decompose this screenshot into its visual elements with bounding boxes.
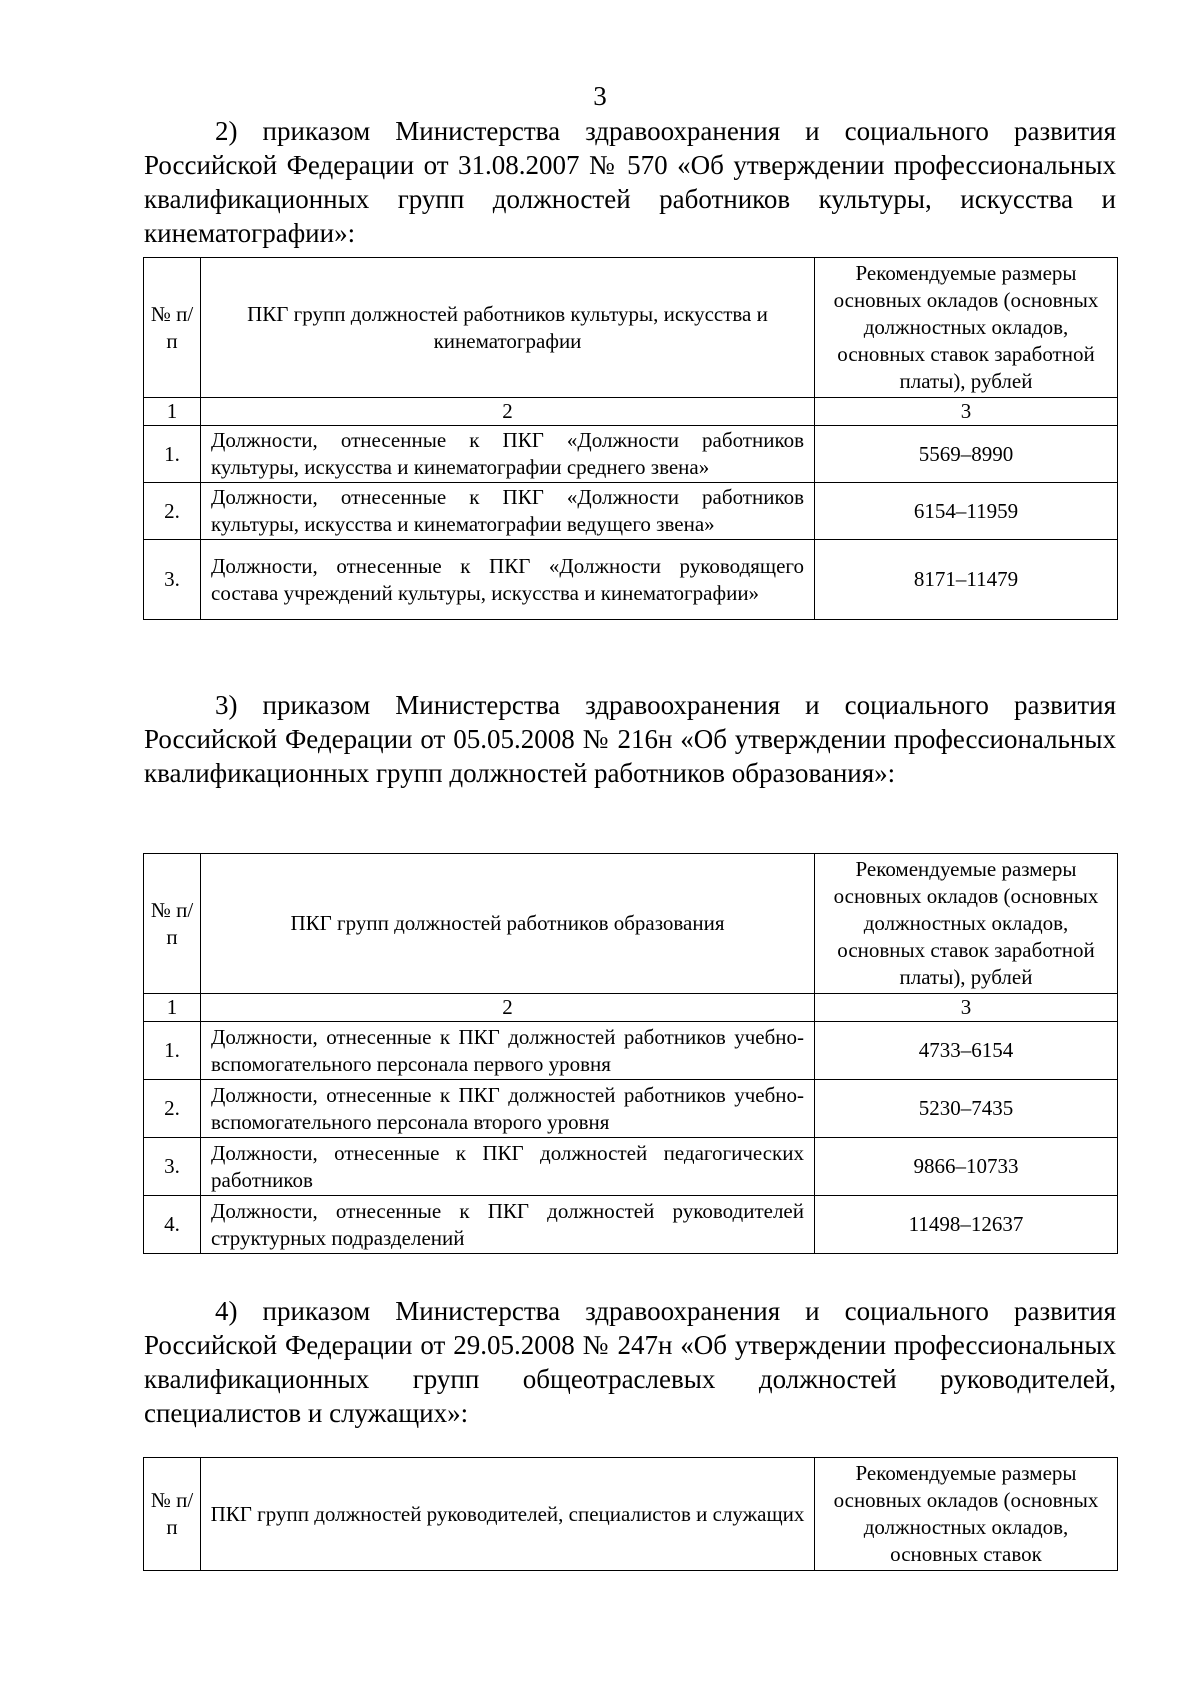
table-row	[144, 1080, 1118, 1138]
row-description: Должности, отнесенные к ПКГ должностей работников учебно-вспомогательного персонала первого уровня	[201, 1022, 815, 1080]
row-salary: 5569–8990	[815, 426, 1118, 483]
table-culture-salaries	[143, 257, 1118, 620]
row-salary: 8171–11479	[815, 540, 1118, 620]
table-index-row	[144, 994, 1118, 1022]
table-row	[144, 426, 1118, 483]
row-number: 1.	[144, 426, 201, 483]
index-cell: 1	[144, 398, 201, 426]
header-salary: Рекомендуемые размеры основных окладов (основных должностных окладов, основных ставок заработной платы), рублей	[815, 854, 1118, 994]
table-general-salaries	[143, 1457, 1118, 1571]
index-cell: 3	[815, 994, 1118, 1022]
table-row	[144, 1022, 1118, 1080]
table-row	[144, 540, 1118, 620]
row-number: 4.	[144, 1196, 201, 1254]
row-number: 2.	[144, 1080, 201, 1138]
row-number: 1.	[144, 1022, 201, 1080]
table-row	[144, 1196, 1118, 1254]
row-number: 3.	[144, 1138, 201, 1196]
header-salary: Рекомендуемые размеры основных окладов (основных должностных окладов, основных ставок	[815, 1458, 1118, 1571]
row-salary: 9866–10733	[815, 1138, 1118, 1196]
table-index-row	[144, 398, 1118, 426]
table-header-row	[144, 258, 1118, 398]
header-number: № п/п	[144, 258, 201, 398]
row-description: Должности, отнесенные к ПКГ «Должности работников культуры, искусства и кинематографии среднего звена»	[201, 426, 815, 483]
row-description: Должности, отнесенные к ПКГ должностей педагогических работников	[201, 1138, 815, 1196]
section-3-intro: 3) приказом Министерства здравоохранения и социального развития Российской Федерации от 05.05.2008 № 216н «Об утверждении профессиональных квалификационных групп должностей работников образования»:	[144, 690, 1116, 788]
row-description: Должности, отнесенные к ПКГ должностей работников учебно-вспомогательного персонала второго уровня	[201, 1080, 815, 1138]
header-group: ПКГ групп должностей работников культуры, искусства и кинематографии	[201, 258, 815, 398]
row-salary: 5230–7435	[815, 1080, 1118, 1138]
header-number: № п/п	[144, 854, 201, 994]
table-row	[144, 483, 1118, 540]
index-cell: 3	[815, 398, 1118, 426]
table-row	[144, 1138, 1118, 1196]
page-number: 3	[593, 81, 607, 111]
section-2-intro: 2) приказом Министерства здравоохранения и социального развития Российской Федерации от 31.08.2007 № 570 «Об утверждении профессиональных квалификационных групп должностей работников культуры, искусства и кинематографии»:	[144, 116, 1116, 248]
row-number: 2.	[144, 483, 201, 540]
header-group: ПКГ групп должностей руководителей, специалистов и служащих	[201, 1458, 815, 1571]
table-education-salaries	[143, 853, 1118, 1254]
row-number: 3.	[144, 540, 201, 620]
header-salary: Рекомендуемые размеры основных окладов (основных должностных окладов, основных ставок заработной платы), рублей	[815, 258, 1118, 398]
index-cell: 2	[201, 994, 815, 1022]
index-cell: 2	[201, 398, 815, 426]
table-header-row	[144, 854, 1118, 994]
table-header-row	[144, 1458, 1118, 1571]
row-description: Должности, отнесенные к ПКГ «Должности руководящего состава учреждений культуры, искусства и кинематографии»	[201, 540, 815, 620]
section-4-intro: 4) приказом Министерства здравоохранения и социального развития Российской Федерации от 29.05.2008 № 247н «Об утверждении профессиональных квалификационных групп общеотраслевых должностей руководителей, специалистов и служащих»:	[144, 1296, 1116, 1428]
row-description: Должности, отнесенные к ПКГ «Должности работников культуры, искусства и кинематографии ведущего звена»	[201, 483, 815, 540]
index-cell: 1	[144, 994, 201, 1022]
row-salary: 6154–11959	[815, 483, 1118, 540]
row-description: Должности, отнесенные к ПКГ должностей руководителей структурных подразделений	[201, 1196, 815, 1254]
row-salary: 4733–6154	[815, 1022, 1118, 1080]
header-number: № п/п	[144, 1458, 201, 1571]
row-salary: 11498–12637	[815, 1196, 1118, 1254]
header-group: ПКГ групп должностей работников образования	[201, 854, 815, 994]
